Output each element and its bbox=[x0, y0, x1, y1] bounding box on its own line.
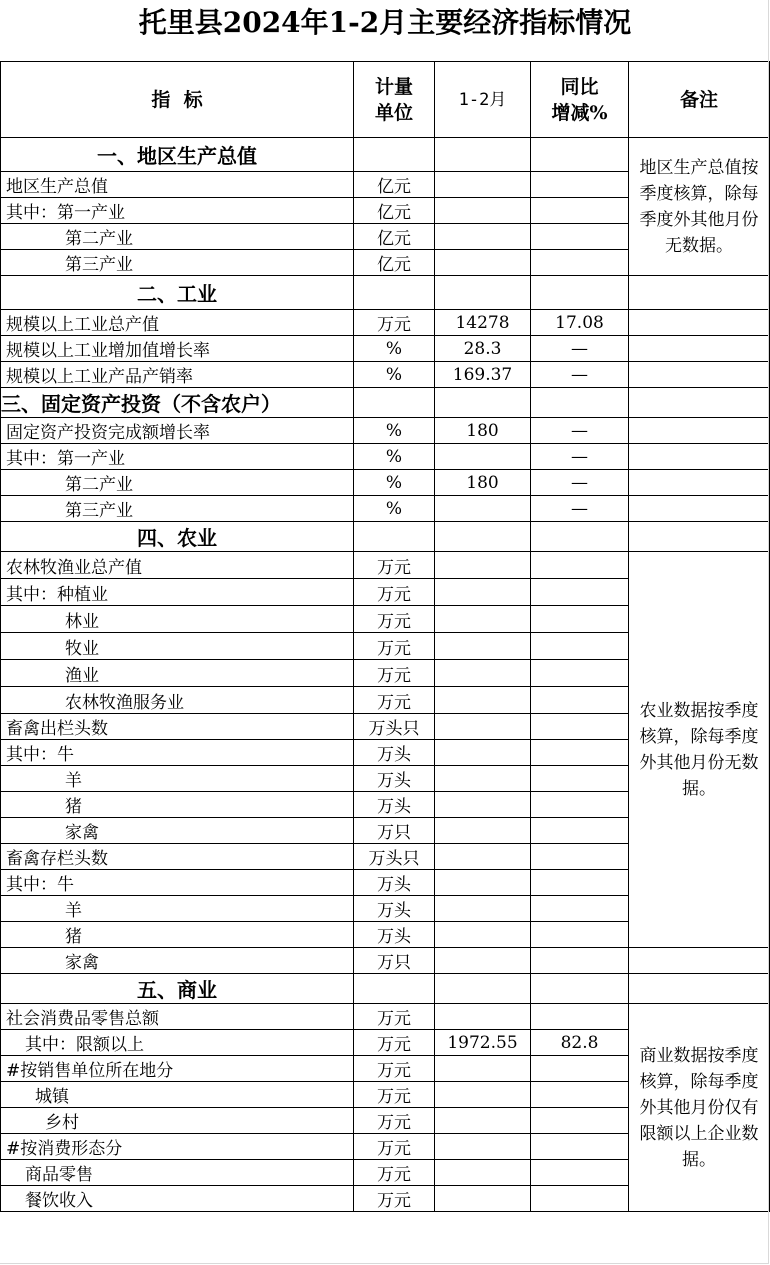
row-unit: 万元 bbox=[354, 552, 435, 579]
row-name: 地区生产总值 bbox=[1, 172, 354, 198]
indicator-table bbox=[0, 61, 770, 1212]
row-unit: 万元 bbox=[354, 1186, 435, 1212]
row-unit: 万只 bbox=[354, 818, 435, 844]
section-row bbox=[1, 522, 770, 552]
row-unit: 万元 bbox=[354, 1160, 435, 1186]
table-row bbox=[1, 418, 770, 444]
row-name: 其中：第一产业 bbox=[1, 444, 354, 470]
row-name: 其中：牛 bbox=[1, 740, 354, 766]
row-unit: 万元 bbox=[354, 606, 435, 633]
row-name: 农林牧渔服务业 bbox=[1, 687, 354, 714]
row-unit: 万元 bbox=[354, 633, 435, 660]
row-name: 第三产业 bbox=[1, 496, 354, 522]
row-name: 规模以上工业总产值 bbox=[1, 310, 354, 336]
table-row bbox=[1, 496, 770, 522]
row-name: 餐饮收入 bbox=[1, 1186, 354, 1212]
row-value: 180 bbox=[435, 470, 531, 496]
row-value bbox=[435, 172, 531, 198]
row-yoy: 82.8 bbox=[531, 1030, 629, 1056]
row-value bbox=[435, 444, 531, 470]
row-name: 羊 bbox=[1, 766, 354, 792]
row-name: 畜禽出栏头数 bbox=[1, 714, 354, 740]
row-name: 城镇 bbox=[1, 1082, 354, 1108]
table-row bbox=[1, 444, 770, 470]
row-yoy: — bbox=[531, 336, 629, 362]
section-row bbox=[1, 388, 770, 418]
row-value: 14278 bbox=[435, 310, 531, 336]
row-unit: % bbox=[354, 418, 435, 444]
section-title-gdp: 一、地区生产总值 bbox=[1, 138, 354, 172]
section-title-industry: 二、工业 bbox=[1, 276, 354, 310]
row-name: 家禽 bbox=[1, 818, 354, 844]
row-name: 社会消费品零售总额 bbox=[1, 1004, 354, 1030]
row-name: 第三产业 bbox=[1, 250, 354, 276]
row-yoy bbox=[531, 1056, 629, 1082]
row-yoy bbox=[531, 1186, 629, 1212]
row-unit: % bbox=[354, 362, 435, 388]
row-unit: 万元 bbox=[354, 1134, 435, 1160]
table-row bbox=[1, 470, 770, 496]
row-yoy bbox=[531, 224, 629, 250]
row-value bbox=[435, 1108, 531, 1134]
row-unit: 万元 bbox=[354, 579, 435, 606]
row-name: 规模以上工业产品产销率 bbox=[1, 362, 354, 388]
row-name: 林业 bbox=[1, 606, 354, 633]
row-name: 固定资产投资完成额增长率 bbox=[1, 418, 354, 444]
row-yoy: — bbox=[531, 496, 629, 522]
row-unit: 万元 bbox=[354, 1082, 435, 1108]
row-yoy bbox=[531, 1082, 629, 1108]
row-unit: % bbox=[354, 336, 435, 362]
row-name: 其中：牛 bbox=[1, 870, 354, 896]
row-name: 其中：第一产业 bbox=[1, 198, 354, 224]
header-unit-line2: 单位 bbox=[374, 101, 413, 124]
row-unit: 万头只 bbox=[354, 714, 435, 740]
row-unit: 亿元 bbox=[354, 224, 435, 250]
header-unit bbox=[354, 62, 435, 138]
section-row bbox=[1, 276, 770, 310]
row-value bbox=[435, 1186, 531, 1212]
row-yoy: — bbox=[531, 444, 629, 470]
row-unit: % bbox=[354, 496, 435, 522]
row-yoy bbox=[531, 250, 629, 276]
row-name: #按消费形态分 bbox=[1, 1134, 354, 1160]
row-value bbox=[435, 1134, 531, 1160]
header-remark: 备注 bbox=[629, 62, 770, 138]
row-yoy bbox=[531, 172, 629, 198]
row-name: 牧业 bbox=[1, 633, 354, 660]
row-unit: 亿元 bbox=[354, 198, 435, 224]
table-row bbox=[1, 552, 770, 579]
row-unit: % bbox=[354, 470, 435, 496]
row-name: 猪 bbox=[1, 922, 354, 948]
table-row bbox=[1, 336, 770, 362]
table-row bbox=[1, 362, 770, 388]
row-unit: 亿元 bbox=[354, 172, 435, 198]
section-row bbox=[1, 974, 770, 1004]
row-yoy: — bbox=[531, 362, 629, 388]
table-header-row bbox=[1, 62, 770, 138]
note-agriculture: 农业数据按季度核算，除每季度外其他月份无数据。 bbox=[629, 552, 770, 948]
row-yoy: 17.08 bbox=[531, 310, 629, 336]
row-unit: 万头 bbox=[354, 740, 435, 766]
row-unit: 万元 bbox=[354, 1056, 435, 1082]
row-name: 农林牧渔业总产值 bbox=[1, 552, 354, 579]
header-unit-line1: 计量 bbox=[374, 75, 413, 98]
row-unit: 万元 bbox=[354, 660, 435, 687]
page-title: 托里县2024年1-2月主要经济指标情况 bbox=[138, 6, 632, 39]
row-name: 商品零售 bbox=[1, 1160, 354, 1186]
row-value bbox=[435, 198, 531, 224]
row-value bbox=[435, 496, 531, 522]
row-unit: 万头 bbox=[354, 922, 435, 948]
row-value bbox=[435, 1004, 531, 1030]
row-name: 乡村 bbox=[1, 1108, 354, 1134]
row-unit: 万头 bbox=[354, 896, 435, 922]
header-yoy-line1: 同比 bbox=[560, 75, 599, 98]
row-value: 180 bbox=[435, 418, 531, 444]
row-name: 羊 bbox=[1, 896, 354, 922]
table-row bbox=[1, 948, 770, 974]
row-unit: 万头只 bbox=[354, 844, 435, 870]
row-unit: 万元 bbox=[354, 1108, 435, 1134]
row-name: 畜禽存栏头数 bbox=[1, 844, 354, 870]
row-name: 第二产业 bbox=[1, 470, 354, 496]
row-value bbox=[435, 1082, 531, 1108]
header-period: 1-2月 bbox=[435, 62, 531, 138]
row-unit: 万元 bbox=[354, 1030, 435, 1056]
row-yoy: — bbox=[531, 470, 629, 496]
row-unit: 万元 bbox=[354, 687, 435, 714]
row-yoy: — bbox=[531, 418, 629, 444]
row-value: 1972.55 bbox=[435, 1030, 531, 1056]
row-unit: 万头 bbox=[354, 870, 435, 896]
row-name: 其中：限额以上 bbox=[1, 1030, 354, 1056]
note-commerce: 商业数据按季度核算，除每季度外其他月份仅有限额以上企业数据。 bbox=[629, 1004, 770, 1212]
section-title-agriculture: 四、农业 bbox=[1, 522, 354, 552]
row-unit: 万元 bbox=[354, 1004, 435, 1030]
row-yoy bbox=[531, 198, 629, 224]
section-row bbox=[1, 138, 770, 172]
row-yoy bbox=[531, 1160, 629, 1186]
header-indicator: 指 标 bbox=[1, 62, 354, 138]
table-row bbox=[1, 310, 770, 336]
section-title-investment: 三、固定资产投资（不含农户） bbox=[1, 388, 354, 418]
row-name: 猪 bbox=[1, 792, 354, 818]
row-unit: 万只 bbox=[354, 948, 435, 974]
row-value: 28.3 bbox=[435, 336, 531, 362]
row-name: 渔业 bbox=[1, 660, 354, 687]
row-name: 家禽 bbox=[1, 948, 354, 974]
row-value bbox=[435, 1160, 531, 1186]
row-unit: 亿元 bbox=[354, 250, 435, 276]
row-unit: % bbox=[354, 444, 435, 470]
row-yoy bbox=[531, 1004, 629, 1030]
row-value bbox=[435, 224, 531, 250]
row-unit: 万头 bbox=[354, 792, 435, 818]
row-yoy bbox=[531, 1108, 629, 1134]
note-gdp: 地区生产总值按季度核算，除每季度外其他月份无数据。 bbox=[629, 138, 770, 276]
row-value bbox=[435, 1056, 531, 1082]
row-value bbox=[435, 250, 531, 276]
header-yoy-line2: 增减% bbox=[551, 101, 608, 124]
row-unit: 万元 bbox=[354, 310, 435, 336]
row-name: 规模以上工业增加值增长率 bbox=[1, 336, 354, 362]
row-unit: 万头 bbox=[354, 766, 435, 792]
header-yoy bbox=[531, 62, 629, 138]
row-value: 169.37 bbox=[435, 362, 531, 388]
row-name: #按销售单位所在地分 bbox=[1, 1056, 354, 1082]
row-name: 其中：种植业 bbox=[1, 579, 354, 606]
row-yoy bbox=[531, 1134, 629, 1160]
table-row bbox=[1, 1004, 770, 1030]
row-name: 第二产业 bbox=[1, 224, 354, 250]
section-title-commerce: 五、商业 bbox=[1, 974, 354, 1004]
